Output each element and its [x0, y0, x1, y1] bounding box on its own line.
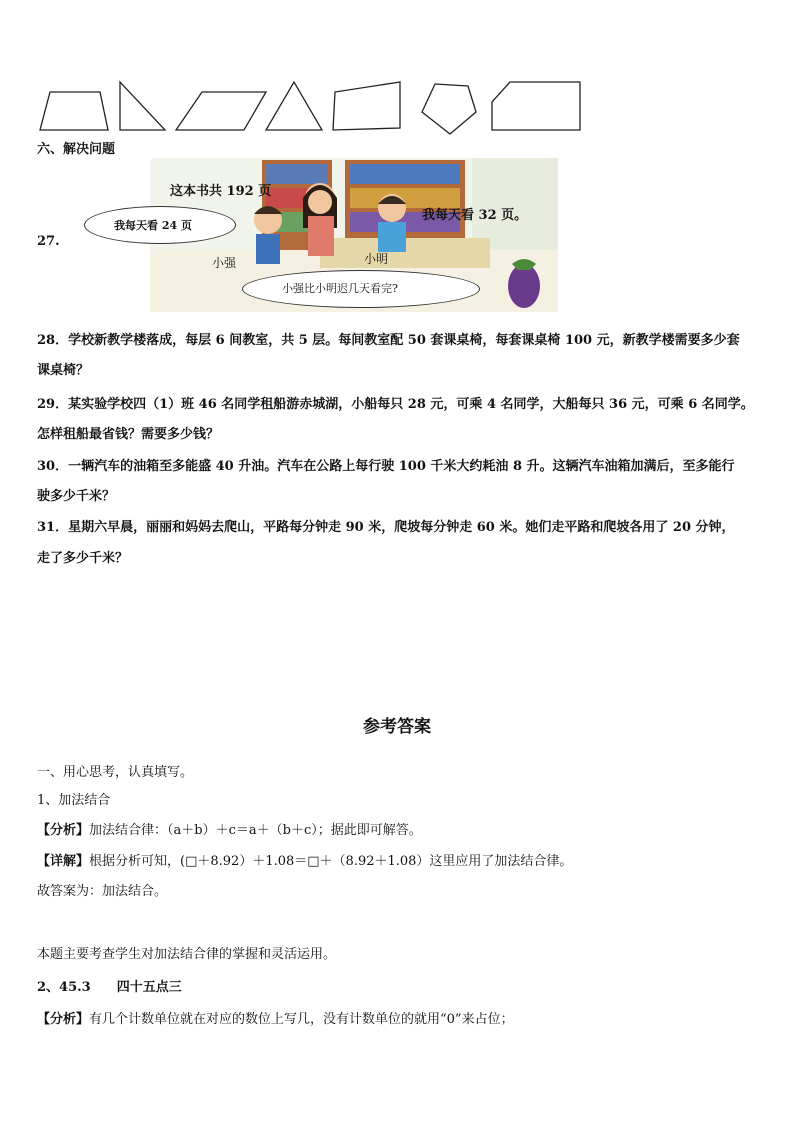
- analysis-2: [37, 1011, 514, 1029]
- shape-right-triangle: [120, 82, 165, 130]
- question-30-line-1: 30．一辆汽车的油箱至多能盛 40 升油。汽车在公路上每行驶 100 千米大约耗油 8 升。这辆汽车油箱加满后，至多能行: [37, 459, 735, 474]
- answers-section-1: 一、用心思考，认真填写。: [37, 765, 194, 780]
- shapes-row: [30, 72, 590, 136]
- shape-pentagon: [422, 84, 476, 134]
- detail-tag: 【详解】: [37, 854, 90, 869]
- xiaoqiang-speech: 我每天看 24 页: [114, 219, 192, 232]
- question-bubble-text: 小强比小明迟几天看完?: [282, 282, 398, 295]
- answer-item-1: 1、加法结合: [37, 793, 111, 808]
- question-30-line-2: 驶多少千米？: [37, 489, 116, 504]
- question-27-number: 27.: [37, 234, 60, 249]
- answers-title: 参考答案: [363, 717, 431, 737]
- note-1: 本题主要考查学生对加法结合律的掌握和灵活运用。: [37, 947, 337, 962]
- analysis-text: 有几个计数单位就在对应的数位上写几，没有计数单位的就用“0”来占位；: [89, 1012, 514, 1027]
- question-31-line-1: 31．星期六早晨，丽丽和妈妈去爬山，平路每分钟走 90 米，爬坡每分钟走 60 米。她们走平路和爬坡各用了 20 分钟，: [37, 520, 735, 535]
- shape-irregular-quadrilateral: [333, 82, 400, 130]
- question-27-illustration: [114, 158, 558, 312]
- analysis-1: [37, 822, 422, 840]
- shape-trapezoid: [40, 92, 108, 130]
- question-29-line-1: 29．某实验学校四（1）班 46 名同学租船游赤城湖，小船每只 28 元，可乘 4 名同学，大船每只 36 元，可乘 6 名同学。: [37, 397, 754, 412]
- detail-text: 根据分析可知，(□＋8.92）＋1.08＝□＋（8.92＋1.08）这里应用了加法结合律。: [89, 854, 573, 869]
- question-28-line-1: 28．学校新教学楼落成，每层 6 间教室，共 5 层。每间教室配 50 套课桌椅，每套课桌椅 100 元，新教学楼需要多少套: [37, 333, 740, 348]
- question-31-line-2: 走了多少千米？: [37, 551, 129, 566]
- answer-1: 故答案为：加法结合。: [37, 884, 168, 899]
- xiaoming-speech: 我每天看 32 页。: [422, 208, 528, 223]
- name-xiaoming: 小明: [364, 252, 389, 266]
- shape-right-trapezoid: [492, 82, 580, 130]
- book-pages-text: 这本书共 192 页: [170, 184, 272, 199]
- name-xiaoqiang: 小强: [212, 256, 237, 270]
- shape-triangle: [266, 82, 322, 130]
- analysis-tag: 【分析】: [37, 1012, 90, 1027]
- question-29-line-2: 怎样租船最省钱？需要多少钱？: [37, 427, 220, 442]
- answer-item-2: 2、45.3 四十五点三: [37, 980, 182, 995]
- analysis-text: 加法结合律：（a＋b）＋c＝a＋（b＋c）；据此即可解答。: [89, 823, 422, 838]
- shape-parallelogram: [176, 92, 266, 130]
- question-28-line-2: 课桌椅？: [37, 363, 90, 378]
- analysis-tag: 【分析】: [37, 823, 90, 838]
- detail-1: [37, 853, 572, 871]
- section-heading: 六、解决问题: [37, 142, 116, 157]
